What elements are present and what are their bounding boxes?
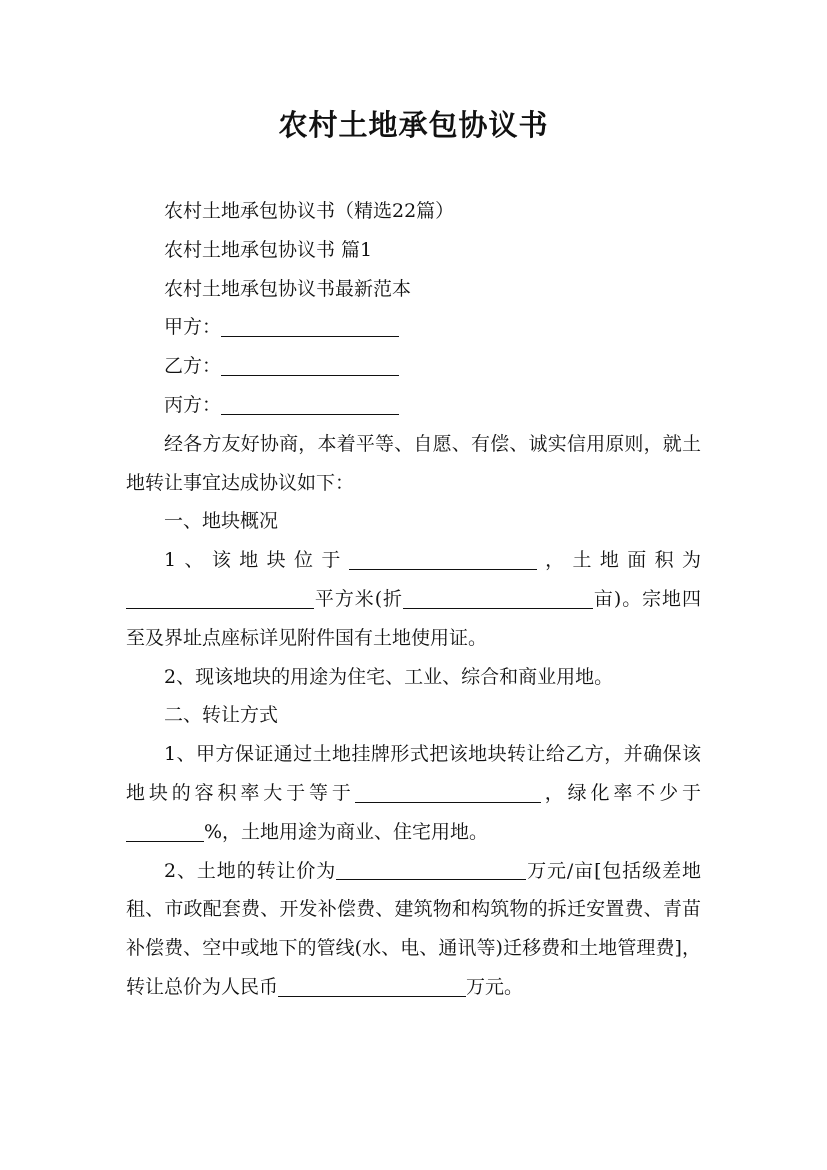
template-name: 农村土地承包协议书最新范本 bbox=[164, 277, 412, 300]
party-b-blank bbox=[221, 355, 399, 376]
item-transfer-guarantee-text-c: %，土地用途为商业、住宅用地。 bbox=[204, 820, 489, 843]
party-a-label: 甲方： bbox=[164, 316, 222, 339]
item-transfer-price-text-b: 万元/亩[包括级差地租、市政配套费、开发补偿费、建筑物和构筑物的拆迁安置费、青苗补偿费、空中或地下的管线(水、电、通讯等)迁移费和土地管理费]，转让总价为人民币 bbox=[126, 859, 701, 998]
item-transfer-price bbox=[126, 852, 701, 1007]
intro-paragraph: 经各方友好协商，本着平等、自愿、有偿、诚实信用原则，就土地转让事宜达成协议如下： bbox=[126, 432, 701, 494]
item-transfer-price-text-a: 2、土地的转让价为 bbox=[164, 859, 337, 882]
item-plot-location-text-c: 平方米(折 bbox=[314, 587, 403, 610]
party-c-line bbox=[126, 386, 701, 425]
item-transfer-guarantee-text-b: ，绿化率不少于 bbox=[540, 781, 701, 804]
party-c-blank bbox=[221, 394, 399, 415]
item-plot-usage: 2、现该地块的用途为住宅、工业、综合和商业用地。 bbox=[164, 665, 614, 688]
item-plot-location-text-d: 亩)。宗地四至及界址点座标详见附件国有土地使用证。 bbox=[126, 587, 701, 649]
party-a-blank bbox=[221, 316, 399, 337]
green-rate-blank bbox=[126, 821, 204, 842]
party-c-label: 丙方： bbox=[164, 393, 222, 416]
heading-plot-overview: 一、地块概况 bbox=[164, 510, 279, 533]
total-price-blank bbox=[278, 976, 466, 997]
item-transfer-price-text-c: 万元。 bbox=[466, 975, 524, 998]
party-b-line bbox=[126, 347, 701, 386]
document-title: 农村土地承包协议书 bbox=[278, 108, 549, 142]
party-a-line bbox=[126, 308, 701, 347]
plot-area-blank bbox=[126, 588, 314, 609]
item-transfer-guarantee bbox=[126, 735, 701, 851]
item-plot-location-text-b: ，土地面积为 bbox=[536, 549, 701, 572]
section-heading: 农村土地承包协议书 篇1 bbox=[164, 238, 373, 261]
plot-location-blank bbox=[349, 549, 537, 570]
party-b-label: 乙方： bbox=[164, 355, 222, 378]
heading-transfer-method: 二、转让方式 bbox=[164, 704, 279, 727]
plot-mu-blank bbox=[403, 588, 593, 609]
plot-ratio-blank bbox=[355, 782, 541, 803]
item-plot-location-text-a: 1、该地块位于 bbox=[164, 549, 349, 572]
item-transfer-guarantee-text-a: 1、甲方保证通过土地挂牌形式把该地块转让给乙方，并确保该地块的容积率大于等于 bbox=[126, 743, 701, 804]
price-per-mu-blank bbox=[336, 859, 526, 880]
subtitle: 农村土地承包协议书（精选22篇） bbox=[164, 200, 455, 222]
item-plot-location bbox=[126, 541, 701, 657]
document-body bbox=[126, 192, 701, 1007]
